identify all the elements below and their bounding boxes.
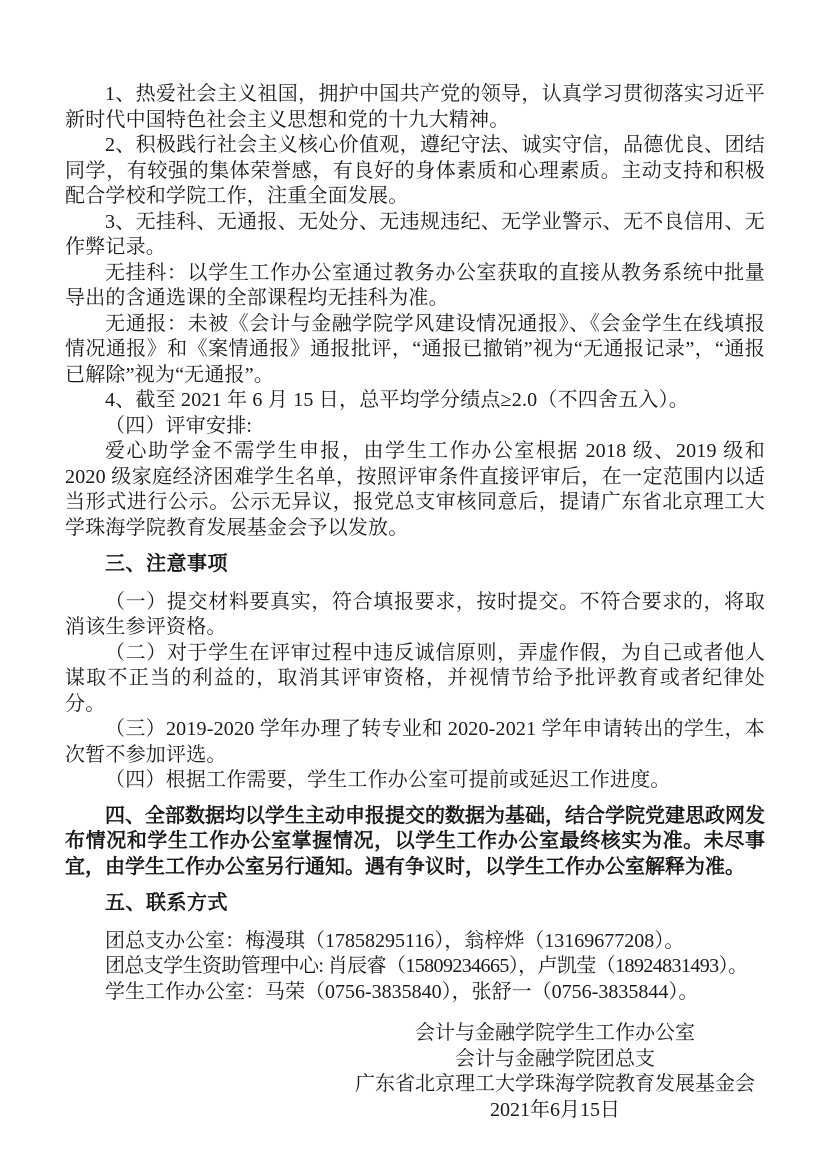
section-contact-heading: 五、联系方式 <box>105 892 228 914</box>
note-item-3: （三）2019-2020 学年办理了转专业和 2020-2021 学年申请转出的学生，本次暂不参加评选。 <box>65 718 765 766</box>
contact-line-youth-league-office: 团总支办公室：梅漫琪（17858295116），翁梓烨（13169677208）。 <box>105 929 685 952</box>
signature-student-office: 会计与金融学院学生工作办公室 <box>415 1022 695 1044</box>
eligibility-item-2: 2、积极践行社会主义核心价值观，遵纪守法、诚实守信，品德优良、团结同学，有较强的集体荣誉感，有良好的身体素质和心理素质。主动支持和积极配合学校和学院工作，注重全面发展。 <box>65 134 765 207</box>
eligibility-item-3: 3、无挂科、无通报、无处分、无违规违纪、无学业警示、无不良信用、无作弊记录。 <box>65 210 765 258</box>
data-statement-paragraph: 四、全部数据均以学生主动申报提交的数据为基础，结合学院党建思政网发布情况和学生工作办公室掌握情况，以学生工作办公室最终核实为准。未尽事宜，由学生工作办公室另行通知。遇有争议时，以学生工作办公室解释为准。 <box>65 804 765 878</box>
review-arrangement-label: （四）评审安排: <box>105 414 253 437</box>
note-item-2: （二）对于学生在评审过程中违反诚信原则，弄虚作假，为自己或者他人谋取不正当的利益的，取消其评审资格，并视情节给予批评教育或者纪律处分。 <box>65 641 765 715</box>
definition-no-failed-course: 无挂科：以学生工作办公室通过教务办公室获取的直接从教务系统中批量导出的含通选课的全部课程均无挂科为准。 <box>65 261 765 309</box>
eligibility-item-4: 4、截至 2021 年 6 月 15 日，总平均学分绩点≥2.0（不四舍五入）。 <box>105 389 689 411</box>
signature-foundation: 广东省北京理工大学珠海学院教育发展基金会 <box>355 1073 755 1095</box>
signature-date: 2021年6月15日 <box>490 1098 620 1121</box>
contact-line-aid-center: 团总支学生资助管理中心: 肖辰睿（15809234665），卢凯莹（18924831493）。 <box>105 955 748 977</box>
definition-no-notification: 无通报：未被《会计与金融学院学风建设情况通报》、《会金学生在线填报情况通报》和《案情通报》通报批评，“通报已撤销”视为“无通报记录”，“通报已解除”视为“无通报”。 <box>65 312 765 386</box>
contact-line-student-office: 学生工作办公室：马荣（0756-3835840），张舒一（0756-3835844）。 <box>105 980 699 1003</box>
eligibility-item-1: 1、热爱社会主义祖国，拥护中国共产党的领导，认真学习贯彻落实习近平新时代中国特色社会主义思想和党的十九大精神。 <box>65 83 765 131</box>
signature-youth-league: 会计与金融学院团总支 <box>455 1047 655 1070</box>
signature-block <box>345 1021 765 1123</box>
review-arrangement-body: 爱心助学金不需学生申报，由学生工作办公室根据 2018 级、2019 级和 2020 级家庭经济困难学生名单，按照评审条件直接评审后，在一定范围内以适当形式进行公示。公示无异议，报党总支审核同意后，提请广东省北京理工大学珠海学院教育发展基金会予以发放。 <box>65 440 765 539</box>
section-notes-heading: 三、注意事项 <box>105 553 228 575</box>
note-item-4: （四）根据工作需要，学生工作办公室可提前或延迟工作进度。 <box>105 769 671 791</box>
note-item-1: （一）提交材料要真实，符合填报要求，按时提交。不符合要求的，将取消该生参评资格。 <box>65 590 765 638</box>
